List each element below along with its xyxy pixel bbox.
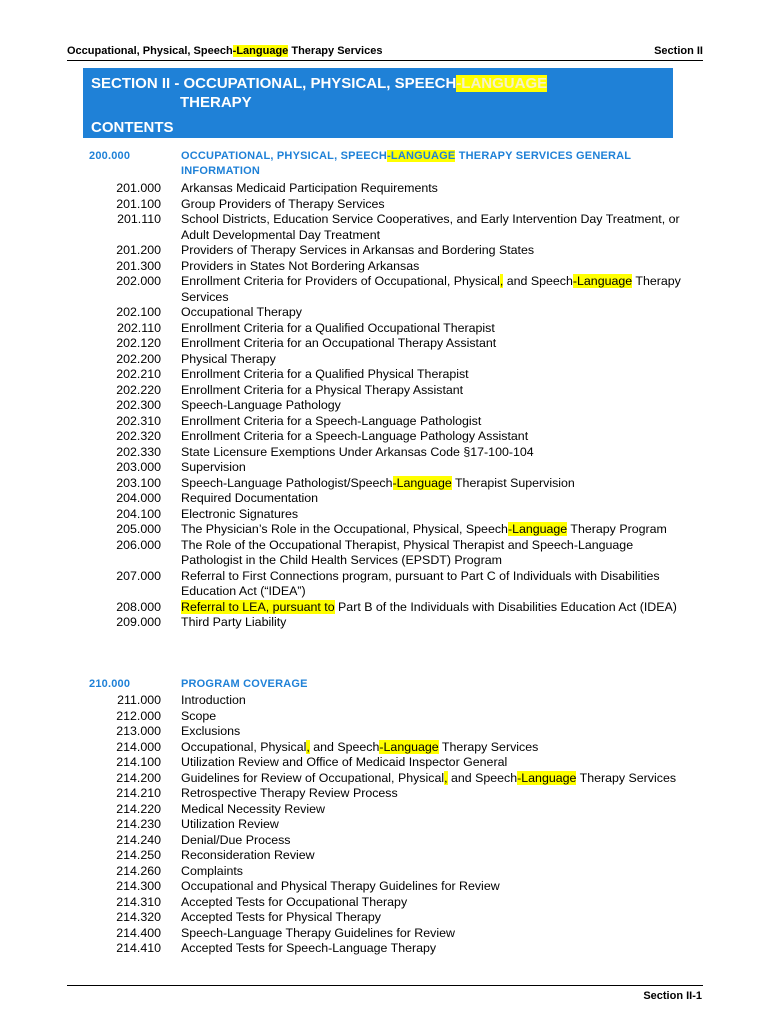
toc-entry[interactable] <box>83 848 683 864</box>
toc-entry-title-highlight: , <box>306 739 310 754</box>
toc-entry-title-text: Accepted Tests for Physical Therapy <box>181 910 381 924</box>
toc-entry-title-text: Speech-Language Pathology <box>181 398 341 412</box>
toc-entry[interactable] <box>83 709 683 725</box>
toc-entry-title-text: Enrollment Criteria for a Qualified Physical Therapist <box>181 367 469 381</box>
toc-entry[interactable] <box>83 460 683 476</box>
toc-entry-title <box>181 429 681 445</box>
toc-group-title <box>181 677 681 692</box>
toc-entry-title <box>181 879 681 895</box>
toc-entry-title <box>181 817 681 833</box>
toc-entry-number: 206.000 <box>116 537 161 552</box>
toc-entry-title-text: School Districts, Education Service Cooperatives, and Early Intervention Day Treatment, or Adult Developmental Day Treatment <box>181 212 680 242</box>
toc-entry-number: 214.100 <box>116 755 161 769</box>
toc-entry-title-text: The Physician’s Role in the Occupational, Physical, Speech <box>181 522 508 536</box>
toc-entry-title-text: Enrollment Criteria for Providers of Occupational, Physical <box>181 274 500 288</box>
toc-entry-title-text: Arkansas Medicaid Participation Requirements <box>181 181 438 195</box>
toc-entry-title-text: Supervision <box>181 460 246 474</box>
toc-entry-number: 214.310 <box>116 894 161 909</box>
toc-entry-title <box>181 383 681 399</box>
toc-entry-title-text: Denial/Due Process <box>181 832 291 847</box>
toc-entry[interactable] <box>83 429 683 445</box>
banner-title-line2: THERAPY <box>180 94 252 111</box>
toc-entry-title-text: Group Providers of Therapy Services <box>181 196 385 211</box>
toc-entry-number: 212.000 <box>116 708 161 723</box>
toc-group-title-text: OCCUPATIONAL, PHYSICAL, SPEECH <box>181 150 388 162</box>
toc-entry-title <box>181 445 681 461</box>
toc-entry[interactable] <box>83 941 683 957</box>
toc-entry-title <box>181 259 681 275</box>
toc-entry[interactable] <box>83 910 683 926</box>
toc-entry-title-text: Scope <box>181 708 217 723</box>
toc-entry[interactable] <box>83 879 683 895</box>
toc-entry[interactable] <box>83 833 683 849</box>
toc-entry-number: 204.000 <box>116 491 161 505</box>
toc-entry-title-text: Medical Necessity Review <box>181 801 325 816</box>
toc-entry-number: 202.210 <box>116 367 161 381</box>
toc-entry-title-text: Therapy Services <box>576 770 677 785</box>
toc-entry-title-text: Required Documentation <box>181 491 319 505</box>
toc-entry-number: 211.000 <box>117 693 161 707</box>
toc-entry-number: 201.000 <box>116 181 161 195</box>
toc-entry-title <box>181 615 681 631</box>
banner-title-line1 <box>91 75 547 92</box>
toc-entry-number: 202.220 <box>116 382 161 397</box>
toc-entry-title <box>181 414 681 430</box>
toc-entry-number: 202.110 <box>117 320 161 335</box>
toc-entry-title-highlight: , <box>444 770 448 785</box>
toc-entry-title-text: and Speech <box>503 274 573 288</box>
toc-entry-title-highlight: -Language <box>517 770 577 785</box>
toc-entry-title <box>181 709 681 725</box>
toc-entry[interactable] <box>83 259 683 275</box>
toc-group-number: 210.000 <box>89 678 131 690</box>
toc-entry-title-text: Enrollment Criteria for a Speech-Language Pathology Assistant <box>181 429 529 443</box>
toc-group-title-text: PROGRAM COVERAGE <box>181 678 308 690</box>
toc-group-heading <box>83 677 683 692</box>
toc-entry-title-text: Providers of Therapy Services in Arkansas and Bordering States <box>181 243 535 257</box>
section-banner <box>83 68 673 138</box>
toc-entry-number: 209.000 <box>116 615 161 629</box>
toc-entry-number: 202.100 <box>116 305 161 319</box>
toc-entry-title <box>181 321 681 337</box>
toc-entry-title-highlight: -Language <box>507 522 568 536</box>
toc-entry[interactable] <box>83 615 683 631</box>
toc-entry-title-text: Electronic Signatures <box>181 506 299 521</box>
toc-group-general-information <box>83 149 683 631</box>
toc-entry[interactable] <box>83 305 683 321</box>
toc-entry-number: 208.000 <box>116 599 161 614</box>
toc-entry-number: 201.110 <box>117 212 161 226</box>
toc-entry-number: 214.320 <box>116 910 161 924</box>
toc-entry-title-text: Introduction <box>181 693 246 707</box>
toc-entry-title <box>181 181 681 197</box>
toc-entry[interactable] <box>83 569 683 600</box>
toc-entry-number: 202.320 <box>116 429 161 443</box>
toc-entry-number: 214.260 <box>116 863 161 878</box>
toc-entry[interactable] <box>83 755 683 771</box>
toc-entry-number: 214.300 <box>116 879 161 893</box>
header-title-highlight: -Language <box>232 45 289 57</box>
toc-entry-title <box>181 197 681 213</box>
toc-entry-title-highlight: -Language <box>379 739 439 754</box>
toc-entry[interactable] <box>83 802 683 818</box>
toc-entry-title-text: and Speech <box>447 770 518 785</box>
toc-entry-title <box>181 212 681 243</box>
toc-entry[interactable] <box>83 445 683 461</box>
toc-entry[interactable] <box>83 724 683 740</box>
toc-entry-title <box>181 848 681 864</box>
toc-entry-title-highlight: -Language <box>392 475 452 490</box>
toc-entry-title <box>181 367 681 383</box>
toc-entry-number: 202.310 <box>116 413 161 428</box>
toc-entry-title-highlight: Referral to LEA, pursuant to <box>181 599 335 614</box>
toc-entry-title <box>181 476 681 492</box>
toc-entry[interactable] <box>83 786 683 802</box>
toc-entry[interactable] <box>83 336 683 352</box>
toc-entry-title <box>181 398 681 414</box>
header-section-label: Section II <box>654 45 703 57</box>
toc-entry-number: 201.300 <box>116 258 161 273</box>
toc-entry-title <box>181 740 681 756</box>
toc-entry[interactable] <box>83 383 683 399</box>
toc-entry-title-text: Occupational Therapy <box>181 305 302 319</box>
toc-entry-title <box>181 910 681 926</box>
toc-entry-title-text: Enrollment Criteria for a Speech-Language Pathologist <box>181 413 482 428</box>
toc-entry-number: 214.400 <box>116 925 161 940</box>
toc-entry-number: 202.300 <box>116 398 161 412</box>
toc-entry-title-text: Occupational, Physical <box>181 739 307 754</box>
toc-entry-title-text: Enrollment Criteria for a Qualified Occupational Therapist <box>181 320 495 335</box>
toc-entry-title-text: Complaints <box>181 863 243 878</box>
toc-group-number: 200.000 <box>89 150 131 162</box>
toc-entry-title-text: Speech-Language Pathologist/Speech <box>181 475 393 490</box>
toc-entry[interactable] <box>83 740 683 756</box>
page-number: Section II-1 <box>643 990 702 1002</box>
toc-entry-number: 214.200 <box>116 770 161 785</box>
toc-entry[interactable] <box>83 243 683 259</box>
toc-entry-number: 214.240 <box>116 832 161 847</box>
toc-group-heading <box>83 149 683 179</box>
toc-entry-title <box>181 569 681 600</box>
toc-entry-title-text: Utilization Review and Office of Medicaid Inspector General <box>181 755 508 769</box>
toc-entry-title-text: Exclusions <box>181 724 241 738</box>
toc-entry-number: 204.100 <box>116 506 161 521</box>
toc-entry[interactable] <box>83 507 683 523</box>
toc-entry-title <box>181 507 681 523</box>
toc-entry[interactable] <box>83 926 683 942</box>
toc-entry-title-text: Third Party Liability <box>181 615 287 629</box>
toc-entry-title <box>181 833 681 849</box>
toc-entry-title-text: Reconsideration Review <box>181 848 315 862</box>
toc-entry[interactable] <box>83 212 683 243</box>
toc-entry-title <box>181 802 681 818</box>
toc-entry-title-text: Retrospective Therapy Review Process <box>181 786 398 800</box>
toc-entry[interactable] <box>83 817 683 833</box>
toc-entry-title-text: Part B of the Individuals with Disabilities Education Act (IDEA) <box>334 599 677 614</box>
toc-entry[interactable] <box>83 476 683 492</box>
toc-entry-title-text: Therapy Program <box>567 522 667 536</box>
toc-entry-number: 214.410 <box>116 941 161 955</box>
toc-entry-title-text: The Role of the Occupational Therapist, Physical Therapist and Speech-Language Pathologist in the Child Health Services (EPSDT) Program <box>181 537 634 567</box>
toc-entry[interactable] <box>83 181 683 197</box>
header-title-pre: Occupational, Physical, Speech <box>67 45 233 57</box>
banner-title-pre: SECTION II - OCCUPATIONAL, PHYSICAL, SPEECH <box>91 75 457 92</box>
toc-entry[interactable] <box>83 864 683 880</box>
toc-entry-title-text: Speech-Language Therapy Guidelines for Review <box>181 925 455 940</box>
toc-entry-number: 214.220 <box>116 801 161 816</box>
toc-entry-title-text: Therapist Supervision <box>451 475 575 490</box>
toc-entry[interactable] <box>83 398 683 414</box>
contents-heading: CONTENTS <box>91 119 174 136</box>
toc-entry[interactable] <box>83 693 683 709</box>
toc-entry[interactable] <box>83 600 683 616</box>
toc-entry[interactable] <box>83 538 683 569</box>
toc-entry-title <box>181 274 681 305</box>
toc-entry-title <box>181 771 681 787</box>
toc-entry-number: 213.000 <box>116 724 161 738</box>
toc-entry-number: 214.230 <box>116 817 161 831</box>
toc-group-title <box>181 149 681 179</box>
toc-entry-title <box>181 352 681 368</box>
toc-entry[interactable] <box>83 367 683 383</box>
toc-entry-title-text: State Licensure Exemptions Under Arkansas Code §17-100-104 <box>181 444 534 459</box>
toc-entry-number: 202.200 <box>116 351 161 366</box>
toc-entry-title-highlight: -Language <box>572 274 633 288</box>
toc-entry-title-text: Utilization Review <box>181 817 279 831</box>
toc-entry[interactable] <box>83 895 683 911</box>
toc-entry[interactable] <box>83 771 683 787</box>
toc-entry-title <box>181 926 681 942</box>
toc-group-title-highlight: -LANGUAGE <box>387 150 456 162</box>
toc-entry-title <box>181 864 681 880</box>
toc-entry[interactable] <box>83 414 683 430</box>
page-header <box>67 45 703 57</box>
toc-group-program-coverage <box>83 677 683 957</box>
toc-entry-title <box>181 538 681 569</box>
toc-entry-title-text: Accepted Tests for Occupational Therapy <box>181 894 408 909</box>
toc-entry[interactable] <box>83 491 683 507</box>
toc-entry-title <box>181 724 681 740</box>
toc-entry-number: 203.000 <box>116 460 161 474</box>
toc-entry-title <box>181 755 681 771</box>
toc-entry-title-text: Enrollment Criteria for an Occupational Therapy Assistant <box>181 336 497 350</box>
footer-divider <box>67 985 703 986</box>
toc-entry-title <box>181 941 681 957</box>
toc-entry-title <box>181 600 681 616</box>
toc-group-title-text: THERAPY SERVICES GENERAL INFORMATION <box>181 150 632 177</box>
toc-entry[interactable] <box>83 321 683 337</box>
toc-entry-title <box>181 460 681 476</box>
toc-entry-number: 202.120 <box>116 336 161 350</box>
toc-entry-title <box>181 243 681 259</box>
toc-entry-number: 205.000 <box>116 522 161 536</box>
header-divider <box>67 60 703 61</box>
toc-entry-title-text: Therapy Services <box>438 739 539 754</box>
toc-entry-title-text: Therapy Services <box>181 274 681 304</box>
toc-entry-number: 201.200 <box>116 243 161 257</box>
toc-entry-title-text: Accepted Tests for Speech-Language Therapy <box>181 941 437 955</box>
toc-entry-title-text: Referral to First Connections program, pursuant to Part C of Individuals with Disabilities Education Act (“IDEA”) <box>181 568 660 598</box>
toc-entry-title <box>181 336 681 352</box>
toc-entry-title <box>181 895 681 911</box>
toc-entry-number: 202.000 <box>116 274 161 288</box>
banner-title-highlight: -LANGUAGE <box>456 75 548 92</box>
toc-entry-number: 214.000 <box>116 739 161 754</box>
toc-entry-title-text: Enrollment Criteria for a Physical Therapy Assistant <box>181 382 464 397</box>
toc-entry[interactable] <box>83 197 683 213</box>
toc-entry[interactable] <box>83 352 683 368</box>
header-title-post: Therapy Services <box>288 45 383 57</box>
toc-entry-title-text: Occupational and Physical Therapy Guidelines for Review <box>181 879 500 893</box>
toc-entry-title <box>181 786 681 802</box>
header-title <box>67 45 382 57</box>
toc-entry-number: 214.210 <box>116 786 161 800</box>
toc-entry-title <box>181 305 681 321</box>
toc-entry-number: 202.330 <box>116 444 161 459</box>
toc-entry-number: 201.100 <box>116 196 161 211</box>
toc-entry-title-text: Physical Therapy <box>181 351 276 366</box>
toc-entry-title-text: Guidelines for Review of Occupational, Physical <box>181 770 445 785</box>
toc-entry-title-text: and Speech <box>309 739 380 754</box>
toc-entry-title <box>181 491 681 507</box>
toc-entry[interactable] <box>83 522 683 538</box>
toc-entry-number: 203.100 <box>116 475 161 490</box>
toc-entry-number: 207.000 <box>116 568 161 583</box>
toc-entry-title <box>181 693 681 709</box>
toc-entry-title-highlight: , <box>499 274 504 288</box>
toc-entry-title <box>181 522 681 538</box>
toc-entry-title-text: Providers in States Not Bordering Arkansas <box>181 258 420 273</box>
toc-entry[interactable] <box>83 274 683 305</box>
toc-entry-number: 214.250 <box>116 848 161 862</box>
